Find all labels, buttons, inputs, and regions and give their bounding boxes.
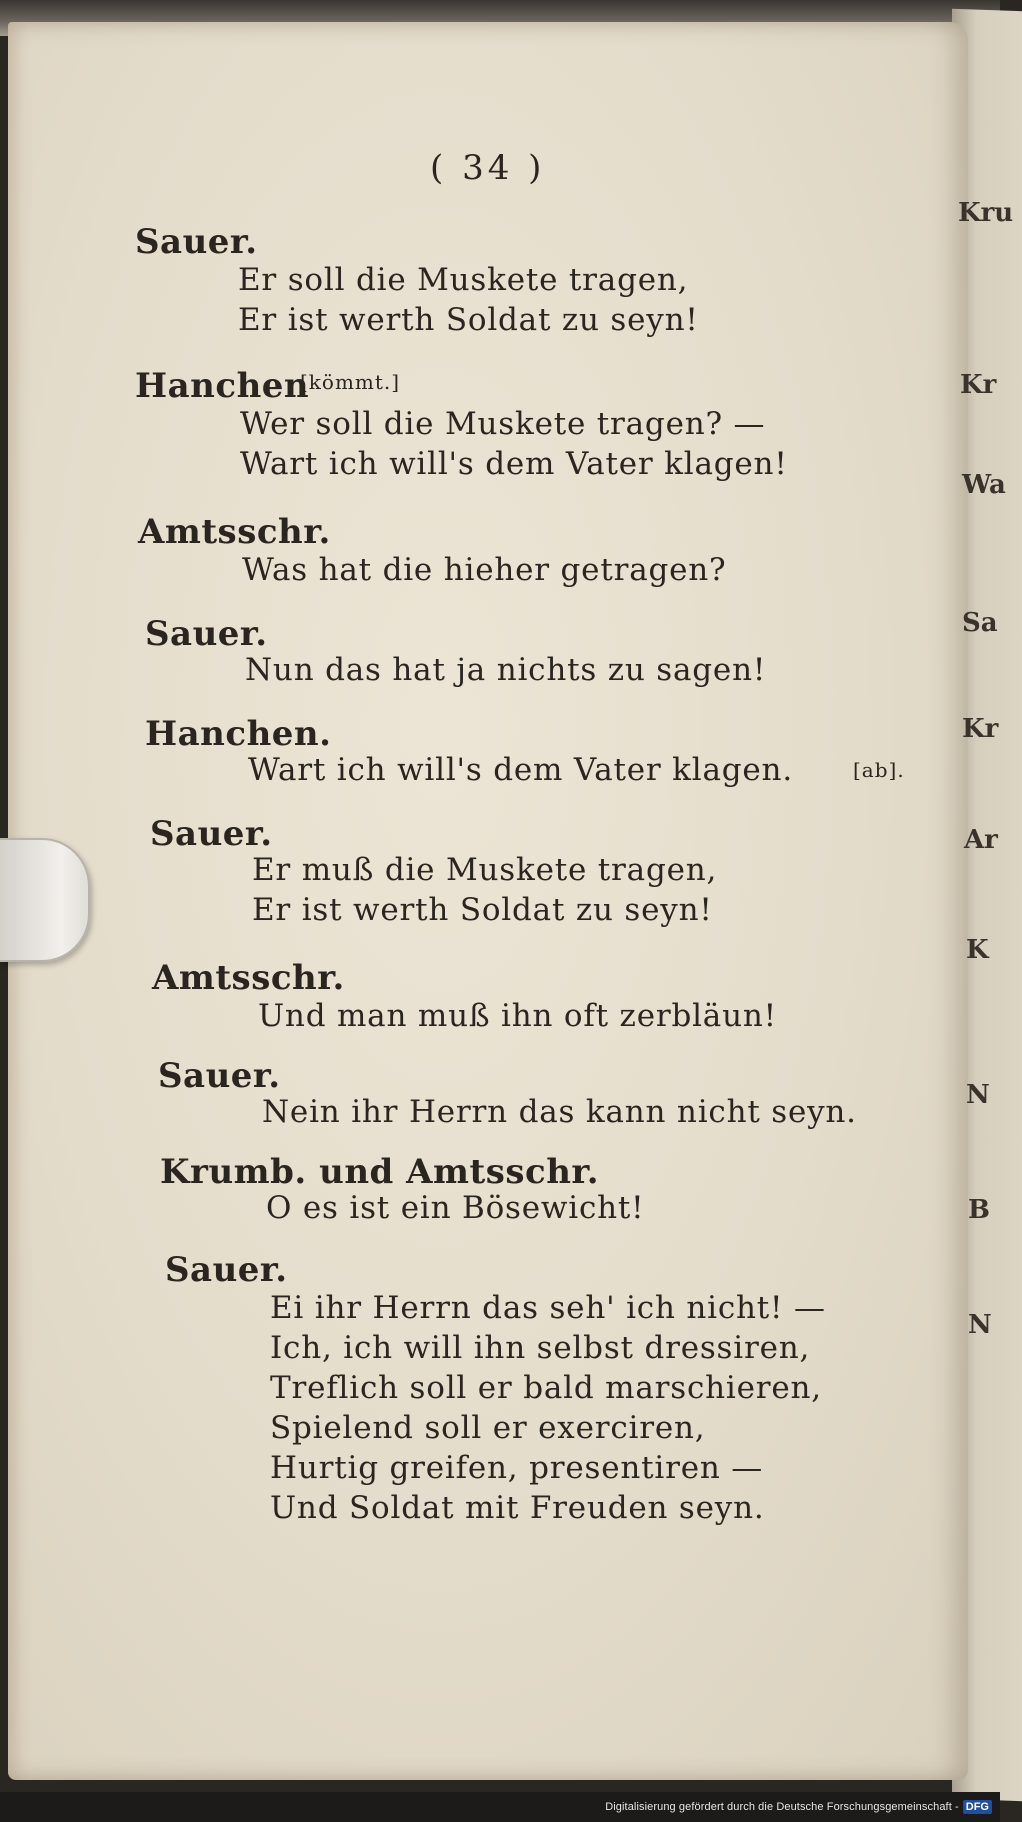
- page-number: ( 34 ): [430, 148, 546, 188]
- verse-line: Nun das hat ja nichts zu sagen!: [245, 652, 767, 688]
- stage-direction: [ab].: [853, 758, 905, 782]
- verse-line: Nein ihr Herrn das kann nicht seyn.: [262, 1094, 857, 1130]
- verse-line: Er ist werth Soldat zu seyn!: [238, 302, 699, 338]
- facing-page-fragment: K: [966, 935, 989, 965]
- verse-line: Er soll die Muskete tragen,: [238, 262, 689, 298]
- verse-line: Er muß die Muskete tragen,: [252, 852, 718, 888]
- verse-line: Wer soll die Muskete tragen? —: [240, 406, 766, 442]
- verse-line: Was hat die hieher getragen?: [242, 552, 727, 588]
- facing-page-fragment: Ar: [964, 825, 998, 855]
- speaker-name: Hanchen.: [145, 714, 332, 754]
- speaker-name: Krumb. und Amtsschr.: [160, 1152, 600, 1192]
- facing-page-fragment: B: [968, 1195, 990, 1225]
- verse-line: O es ist ein Bösewicht!: [266, 1190, 645, 1226]
- funding-credit: Digitalisierung gefördert durch die Deutsche Forschungsgemeinschaft -: [605, 1801, 959, 1813]
- verse-line: Und man muß ihn oft zerbläun!: [258, 998, 777, 1034]
- speaker-name: Sauer.: [150, 814, 273, 854]
- verse-line: Wart ich will's dem Vater klagen.: [248, 752, 793, 788]
- dfg-logo: DFG: [963, 1800, 992, 1814]
- facing-page-fragment: Kru: [958, 198, 1014, 228]
- verse-line: Und Soldat mit Freuden seyn.: [270, 1490, 765, 1526]
- stage-direction: [kömmt.]: [300, 370, 401, 394]
- speaker-name: Amtsschr.: [152, 958, 345, 998]
- facing-page-fragment: Wa: [962, 470, 1006, 500]
- speaker-name: Sauer.: [145, 614, 268, 654]
- speaker-name: Sauer.: [158, 1056, 281, 1096]
- speaker-name: Amtsschr.: [138, 512, 331, 552]
- verse-line: Hurtig greifen, presentiren —: [270, 1450, 764, 1486]
- speaker-name: Hanchen: [135, 366, 310, 406]
- digitization-footer: [0, 1792, 1000, 1822]
- facing-page-fragment: Kr: [962, 714, 999, 744]
- verse-line: Er ist werth Soldat zu seyn!: [252, 892, 713, 928]
- verse-line: Treflich soll er bald marschieren,: [270, 1370, 822, 1406]
- facing-page-fragment: Kr: [960, 370, 997, 400]
- facing-page-fragment: N: [966, 1080, 990, 1110]
- speaker-name: Sauer.: [165, 1250, 288, 1290]
- verse-line: Ei ihr Herrn das seh' ich nicht! —: [270, 1290, 826, 1326]
- verse-line: Ich, ich will ihn selbst dressiren,: [270, 1330, 811, 1366]
- speaker-name: Sauer.: [135, 222, 258, 262]
- verse-line: Wart ich will's dem Vater klagen!: [240, 446, 788, 482]
- verse-line: Spielend soll er exerciren,: [270, 1410, 706, 1446]
- facing-page-fragment: Sa: [962, 608, 998, 638]
- facing-page-fragment: N: [968, 1310, 992, 1340]
